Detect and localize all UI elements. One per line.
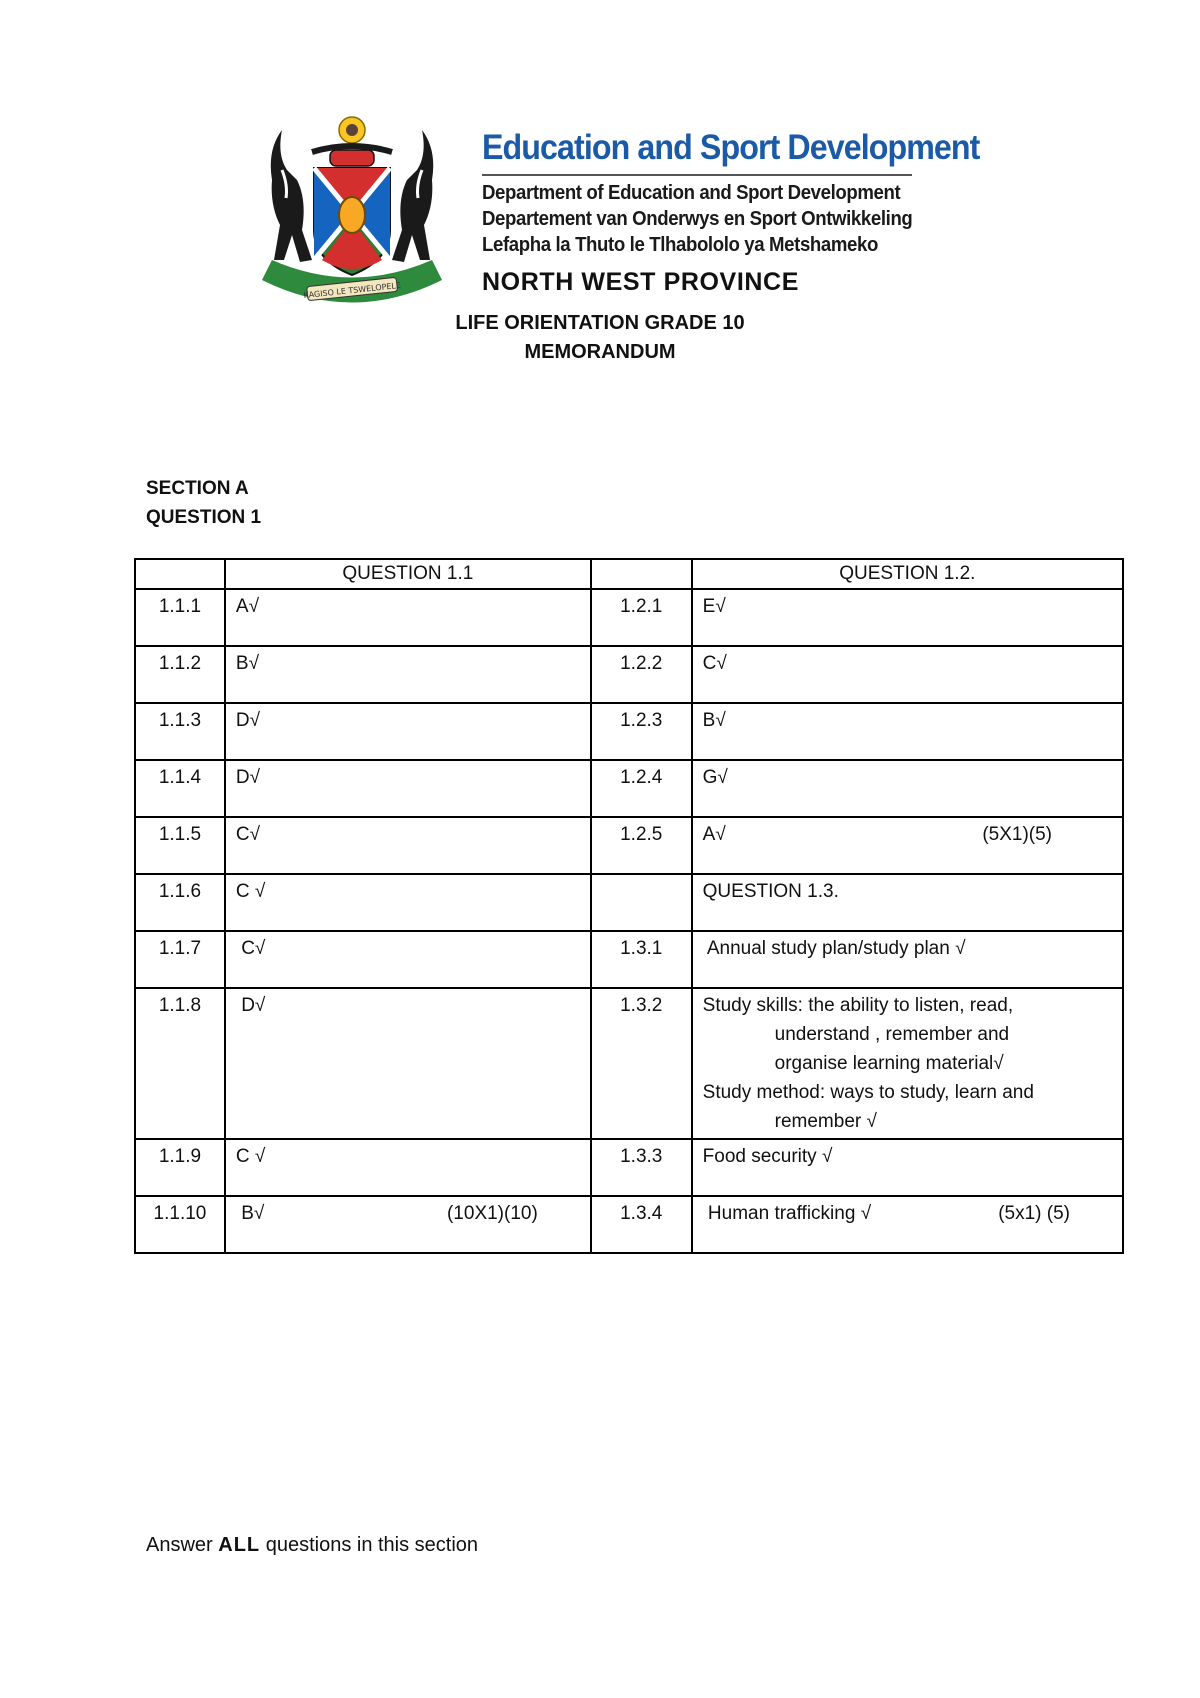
table-row: [135, 760, 1123, 817]
answer-cell: [692, 1196, 1123, 1253]
question-number: 1.1.1: [135, 589, 225, 646]
department-line-english: Department of Education and Sport Development: [482, 182, 901, 204]
answer-cell: [692, 988, 1123, 1139]
question-number: [591, 874, 692, 931]
table-row: [135, 646, 1123, 703]
answer-line: remember √: [774, 1111, 877, 1132]
instruction-text: [146, 1534, 478, 1557]
table-header-right: QUESTION 1.2.: [692, 559, 1123, 589]
question-heading: QUESTION 1: [146, 507, 262, 528]
answer: A√: [225, 589, 591, 646]
question-number: 1.2.1: [591, 589, 692, 646]
question-number: 1.2.3: [591, 703, 692, 760]
table-header-row: [135, 559, 1123, 589]
question-number: 1.1.3: [135, 703, 225, 760]
memo-table: [134, 558, 1124, 1254]
instruction-pre: Answer: [146, 1534, 219, 1556]
question-number: 1.1.5: [135, 817, 225, 874]
mark-allocation: (10X1)(10): [446, 1203, 538, 1224]
document-title: LIFE ORIENTATION GRADE 10: [455, 312, 745, 334]
province-name: NORTH WEST PROVINCE: [482, 268, 799, 296]
answer-line: Study method: ways to study, learn and: [702, 1082, 1034, 1103]
answer: C√: [692, 646, 1123, 703]
question-number: 1.1.2: [135, 646, 225, 703]
answer-line: understand , remember and: [774, 1024, 1010, 1045]
answer-cell: [692, 817, 1123, 874]
answer: B√: [692, 703, 1123, 760]
table-header-left: QUESTION 1.1: [225, 559, 591, 589]
answer: D√: [225, 988, 591, 1139]
subsection-heading: QUESTION 1.3.: [692, 874, 1123, 931]
section-heading: SECTION A: [146, 478, 249, 499]
question-number: 1.2.4: [591, 760, 692, 817]
question-number: 1.1.10: [135, 1196, 225, 1253]
answer-line: organise learning material√: [774, 1053, 1004, 1074]
question-number: 1.2.2: [591, 646, 692, 703]
question-number: 1.1.4: [135, 760, 225, 817]
answer: Human trafficking √: [702, 1203, 872, 1224]
table-row: [135, 703, 1123, 760]
instruction-post: questions in this section: [260, 1534, 479, 1556]
answer: C√: [225, 931, 591, 988]
question-number: 1.3.4: [591, 1196, 692, 1253]
answer: C √: [225, 874, 591, 931]
answer: D√: [225, 760, 591, 817]
table-row: [135, 931, 1123, 988]
answer: D√: [225, 703, 591, 760]
table-row: [135, 988, 1123, 1139]
brand-divider: [482, 174, 912, 176]
table-row: [135, 589, 1123, 646]
question-number: 1.1.8: [135, 988, 225, 1139]
answer: E√: [692, 589, 1123, 646]
document-subtitle: MEMORANDUM: [524, 341, 676, 363]
table-row: [135, 874, 1123, 931]
crest-motto: KAGISO LE TSWELOPELE: [303, 280, 402, 301]
question-number: 1.3.2: [591, 988, 692, 1139]
question-number: 1.1.7: [135, 931, 225, 988]
instruction-emphasis: ALL: [218, 1534, 261, 1556]
coat-of-arms-icon: [252, 110, 452, 310]
answer-cell: [225, 1196, 591, 1253]
answer: B√: [235, 1203, 265, 1224]
question-number: 1.1.6: [135, 874, 225, 931]
table-cell: [135, 559, 225, 589]
table-row: [135, 817, 1123, 874]
answer-line: Study skills: the ability to listen, read,: [702, 995, 1014, 1016]
table-row: [135, 1139, 1123, 1196]
answer: C√: [225, 817, 591, 874]
brand-title: Education and Sport Development: [482, 128, 980, 167]
table-row: [135, 1196, 1123, 1253]
question-number: 1.1.9: [135, 1139, 225, 1196]
answer: A√: [702, 824, 726, 845]
question-number: 1.3.1: [591, 931, 692, 988]
answer: B√: [225, 646, 591, 703]
mark-allocation: (5X1)(5): [982, 824, 1052, 845]
question-number: 1.2.5: [591, 817, 692, 874]
mark-allocation: (5x1) (5): [998, 1203, 1070, 1224]
department-line-setswana: Lefapha la Thuto le Tlhabololo ya Metshameko: [482, 234, 879, 256]
answer: Annual study plan/study plan √: [692, 931, 1123, 988]
table-cell: [591, 559, 692, 589]
question-number: 1.3.3: [591, 1139, 692, 1196]
answer: Food security √: [692, 1139, 1123, 1196]
answer: C √: [225, 1139, 591, 1196]
answer: G√: [692, 760, 1123, 817]
department-line-afrikaans: Departement van Onderwys en Sport Ontwikkeling: [482, 208, 913, 230]
